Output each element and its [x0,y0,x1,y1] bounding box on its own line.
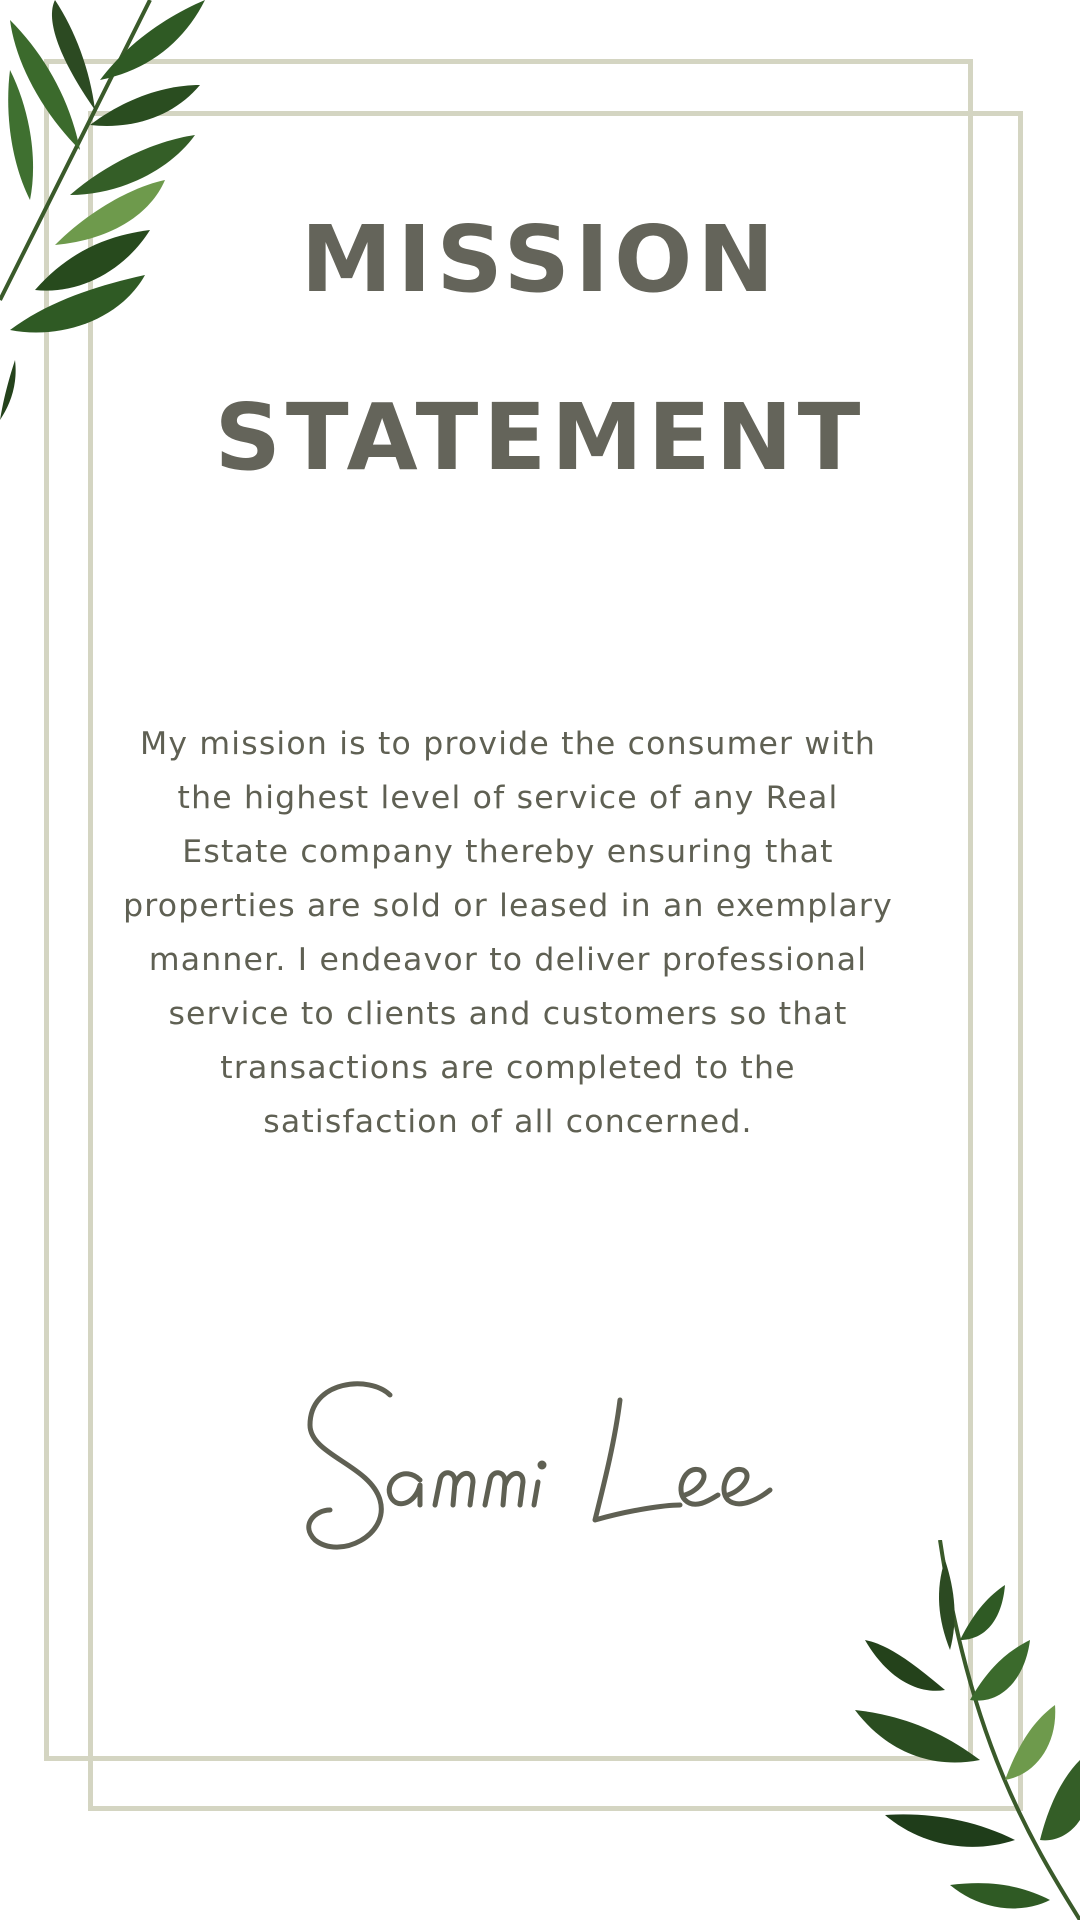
title-line-1: MISSION [300,206,780,313]
mission-body-text: My mission is to provide the consumer with the highest level of service of any Real Estate company thereby ensuring that properties are sold or leased in an exemplary manner. I endeavor to deliver professional service to clients and customers so that transactions are completed to the satisfaction of all concerned. [123,726,893,1140]
signature-sammi-lee [270,1370,870,1570]
title-line-2: STATEMENT [214,384,866,491]
leaves-bottom-right-decoration [830,1540,1080,1920]
